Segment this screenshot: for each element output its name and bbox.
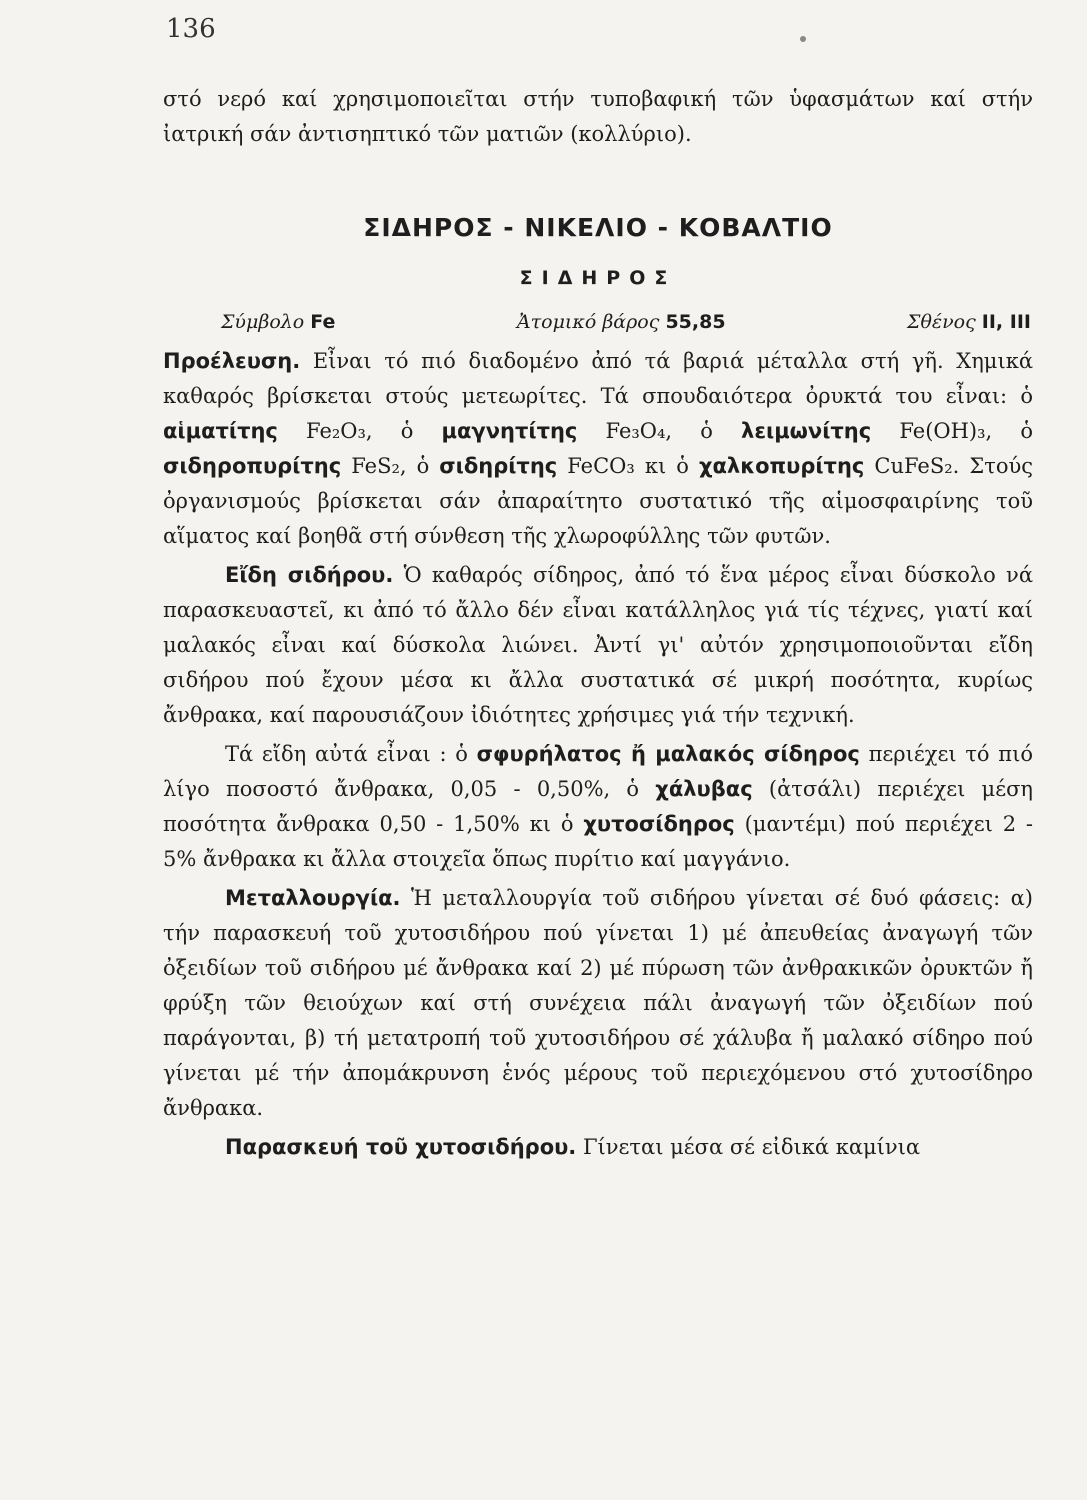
weight-property <box>517 306 726 338</box>
symbol-value: Fe <box>310 311 336 333</box>
weight-value: 55,85 <box>665 311 726 333</box>
kinds-text-2: περιέχει τό πιό λίγο ποσοστό ἄνθρακα, 0,05 - 0,50%, ὁ <box>163 742 1033 801</box>
kinds-text-4: (μαντέμι) πού περιέχει 2 - 5% ἄνθρακα κι ἄλλα στοιχεῖα ὅπως πυρίτιο καί μαγγάνιο. <box>163 812 1033 871</box>
metallurgy-heading: Μεταλλουργία. <box>225 886 401 910</box>
valence-property <box>907 306 1031 338</box>
symbol-label: Σύμβολο <box>221 311 305 333</box>
kinds-text-1: Τά εἴδη αὐτά εἶναι : ὁ <box>225 742 477 766</box>
types-text: Ὁ καθαρός σίδηρος, ἀπό τό ἕνα μέρος εἶναι δύσκολο νά παρασκευαστεῖ, κι ἀπό τό ἄλλο δέν εἶναι κατάλληλος γιά τίς τέχνες, γιατί καί μαλακός εἶναι καί δύσκολα λιώνει. Ἀντί γι' αὐτόν χρησιμοποιοῦνται εἴδη σιδήρου πού ἔχουν μέσα κι ἄλλα συστατικά σέ μικρή ποσότητα, κυρίως ἄνθρακα, καί παρουσιάζουν ἰδιότητες χρήσιμες γιά τήν τεχνική. <box>163 563 1033 727</box>
formula-pyrite: FeS₂, ὁ <box>341 454 440 478</box>
mineral-hematite: αἱματίτης <box>163 419 278 443</box>
element-properties <box>163 306 1033 338</box>
valence-value: II, III <box>981 311 1031 333</box>
mineral-siderite: σιδηρίτης <box>439 454 558 478</box>
types-heading: Εἴδη σιδήρου. <box>225 563 394 587</box>
origin-text-1: Εἶναι τό πιό διαδομένο ἀπό τά βαριά μέταλλα στή γῆ. Χημικά καθαρός βρίσκεται στούς μετεωρίτες. Τά σπουδαιότερα ὀρυκτά του εἶναι: ὁ <box>163 349 1033 408</box>
formula-hematite: Fe₂O₃, ὁ <box>277 419 442 443</box>
kinds-text-3: (ἀτσάλι) περιέχει μέση ποσότητα ἄνθρακα 0,50 - 1,50% κι ὁ <box>163 777 1033 836</box>
cast-iron-text: Γίνεται μέσα σέ εἰδικά καμίνια <box>576 1135 921 1159</box>
origin-heading: Προέλευση. <box>163 349 301 373</box>
kind-cast-iron: χυτοσίδηρος <box>583 812 735 836</box>
formula-limonite: Fe(OH)₃, ὁ <box>871 419 1034 443</box>
kind-wrought-iron: σφυρήλατος ἤ μαλακός σίδηρος <box>476 742 860 766</box>
weight-label: Ἀτομικό βάρος <box>516 311 660 333</box>
formula-magnetite: Fe₃O₄, ὁ <box>577 419 742 443</box>
origin-text-2: CuFeS₂. Στούς ὀργανισμούς βρίσκεται σάν ἀπαραίτητο συστατικό τῆς αἱμοσφαιρίνης τοῦ αἵματος καί βοηθᾶ στή σύνθεση τῆς χλωροφύλλης τῶν φυτῶν. <box>163 454 1033 548</box>
types-paragraph <box>163 558 1033 733</box>
metallurgy-paragraph <box>163 881 1033 1126</box>
page-number: 136 <box>166 14 216 44</box>
origin-paragraph <box>163 344 1033 554</box>
mineral-pyrite: σιδηροπυρίτης <box>163 454 342 478</box>
symbol-property <box>221 306 335 338</box>
mineral-magnetite: μαγνητίτης <box>441 419 578 443</box>
cast-iron-heading: Παρασκευή τοῦ χυτοσιδήρου. <box>225 1135 577 1159</box>
scan-dot <box>800 36 806 42</box>
chapter-title: ΣΙΔΗΡΟΣ - ΝΙΚΕΛΙΟ - ΚΟΒΑΛΤΙΟ <box>363 213 833 242</box>
kind-steel: χάλυβας <box>655 777 753 801</box>
mineral-limonite: λειμωνίτης <box>741 419 872 443</box>
kinds-paragraph <box>163 737 1033 877</box>
cast-iron-paragraph <box>163 1130 1033 1165</box>
formula-siderite: FeCO₃ κι ὁ <box>557 454 699 478</box>
page-content <box>163 82 1033 1165</box>
metallurgy-text: Ἡ μεταλλουργία τοῦ σιδήρου γίνεται σέ δυό φάσεις: α) τήν παρασκευή τοῦ χυτοσιδήρου πού γίνεται 1) μέ ἀπευθείας ἀναγωγή τῶν ὀξειδίων τοῦ σιδήρου μέ ἄνθρακα καί 2) μέ πύρωση τῶν ἀνθρακικῶν ὀρυκτῶν ἤ φρύξη τῶν θειούχων καί στή συνέχεια πάλι ἀναγωγή τῶν ὀξειδίων πού παράγονται, β) τή μετατροπή τοῦ χυτοσιδήρου σέ χάλυβα ἤ μαλακό σίδηρο πού γίνεται μέ τήν ἀπομάκρυνση ἑνός μέρους τοῦ περιεχόμενου στό χυτοσίδηρο ἄνθρακα. <box>163 886 1033 1120</box>
mineral-chalcopyrite: χαλκοπυρίτης <box>698 454 865 478</box>
section-title: ΣΙΔΗΡΟΣ <box>519 267 677 289</box>
intro-paragraph: στό νερό καί χρησιμοποιεῖται στήν τυποβαφική τῶν ὑφασμάτων καί στήν ἰατρική σάν ἀντισηπτικό τῶν ματιῶν (κολλύριο). <box>163 87 1033 146</box>
valence-label: Σθένος <box>907 311 976 333</box>
